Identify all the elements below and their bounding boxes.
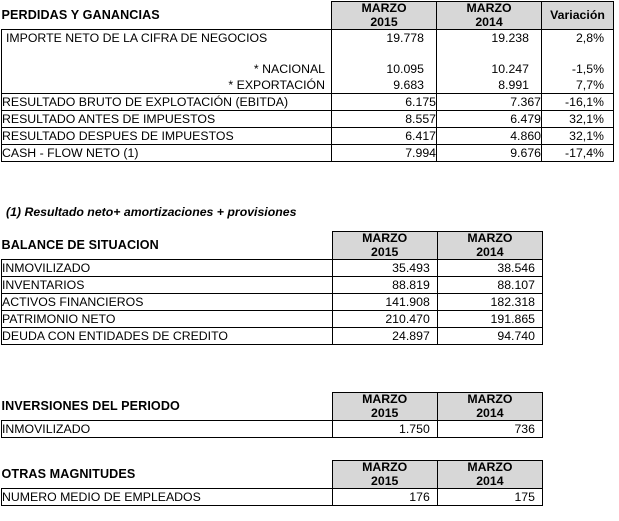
column-header-2015 [332, 232, 437, 260]
column-header-2014-month: MARZO [467, 392, 513, 406]
column-header-2014-month: MARZO [467, 231, 513, 245]
value-patrimonio-neto-2014: 191.865 [437, 311, 542, 328]
row-label-ebitda: RESULTADO BRUTO DE EXPLOTACIÓN (EBITDA) [2, 94, 332, 111]
column-header-2014 [437, 2, 542, 30]
column-header-2014 [437, 393, 542, 421]
table-row [2, 489, 543, 506]
value-inmovilizado-2015: 1.750 [332, 421, 437, 438]
value-ebitda-2014: 7.367 [437, 94, 542, 111]
variacion-exportacion: 7,7% [575, 78, 604, 92]
net-revenue-values-2014 [437, 30, 542, 94]
row-label-cash-flow-neto: CASH - FLOW NETO (1) [2, 145, 332, 162]
value-inmovilizado-2014: 736 [437, 421, 542, 438]
column-header-2014-month: MARZO [466, 1, 512, 15]
row-label-numero-medio-empleados: NUMERO MEDIO DE EMPLEADOS [2, 489, 333, 506]
column-header-2014-year: 2014 [475, 14, 503, 29]
footnote [6, 203, 296, 221]
value-importe-neto-2014: 19.238 [491, 31, 529, 45]
spacer [2, 46, 331, 61]
value-deuda-entidades-credito-2014: 94.740 [437, 328, 542, 345]
value-numero-medio-empleados-2015: 176 [332, 489, 437, 506]
row-label-inmovilizado: INMOVILIZADO [2, 421, 333, 438]
row-label-inventarios: INVENTARIOS [2, 277, 333, 294]
profit-and-loss-table [1, 1, 614, 162]
value-importe-neto-2015: 19.778 [386, 31, 424, 45]
value-activos-financieros-2014: 182.318 [437, 294, 542, 311]
row-label-deuda-entidades-credito: DEUDA CON ENTIDADES DE CREDITO [2, 328, 333, 345]
value-inmovilizado-2015: 35.493 [332, 260, 437, 277]
profit-and-loss-title: PERDIDAS Y GANANCIAS [1, 8, 160, 23]
spacer [332, 46, 436, 61]
value-numero-medio-empleados-2014: 175 [437, 489, 542, 506]
investments-table [1, 392, 543, 438]
column-header-2014-year: 2014 [476, 405, 504, 420]
variacion-nacional: -1,5% [571, 62, 604, 76]
net-revenue-label-block [2, 30, 332, 94]
value-resultado-antes-impuestos-2015: 8.557 [332, 111, 437, 128]
column-header-2015-month: MARZO [361, 1, 407, 15]
value-inventarios-2015: 88.819 [332, 277, 437, 294]
table-header-row [2, 461, 543, 489]
column-header-2015-month: MARZO [362, 231, 408, 245]
table-row [2, 30, 614, 94]
column-header-2015-month: MARZO [362, 392, 408, 406]
column-header-2015 [332, 2, 437, 30]
column-header-2015-month: MARZO [362, 460, 408, 474]
table-header-row [2, 232, 543, 260]
table-row [2, 94, 614, 111]
table-row [2, 311, 543, 328]
table-row [2, 421, 543, 438]
row-label-inmovilizado: INMOVILIZADO [2, 260, 333, 277]
spacer [437, 46, 541, 61]
table-row [2, 277, 543, 294]
value-resultado-despues-impuestos-2014: 4.860 [437, 128, 542, 145]
variacion-resultado-antes-impuestos: 32,1% [542, 111, 614, 128]
variacion-resultado-despues-impuestos: 32,1% [542, 128, 614, 145]
column-header-2015 [332, 393, 437, 421]
column-header-2014-month: MARZO [467, 460, 513, 474]
value-patrimonio-neto-2015: 210.470 [332, 311, 437, 328]
column-header-2015-year: 2015 [371, 473, 399, 488]
value-inmovilizado-2014: 38.546 [437, 260, 542, 277]
column-header-2014-year: 2014 [476, 473, 504, 488]
value-cash-flow-neto-2015: 7.994 [332, 145, 437, 162]
value-activos-financieros-2015: 141.908 [332, 294, 437, 311]
row-label-patrimonio-neto: PATRIMONIO NETO [2, 311, 333, 328]
value-nacional-2014: 10.247 [491, 62, 529, 76]
column-header-2014 [437, 461, 542, 489]
column-header-variacion [542, 2, 614, 30]
row-label-resultado-antes-impuestos: RESULTADO ANTES DE IMPUESTOS [2, 111, 332, 128]
table-row [2, 111, 614, 128]
value-exportacion-2014: 8.991 [498, 78, 529, 92]
column-header-variacion-label: Variación [550, 7, 605, 22]
table-row [2, 260, 543, 277]
table-row [2, 145, 614, 162]
value-resultado-despues-impuestos-2015: 6.417 [332, 128, 437, 145]
other-metrics-title: OTRAS MAGNITUDES [1, 467, 136, 482]
column-header-2015-year: 2015 [371, 244, 399, 259]
value-exportacion-2015: 9.683 [393, 78, 424, 92]
net-revenue-variacion [542, 30, 614, 94]
table-header-row [2, 393, 543, 421]
column-header-2015-year: 2015 [371, 405, 399, 420]
row-label-exportacion: * EXPORTACIÓN [228, 78, 325, 92]
column-header-2015 [332, 461, 437, 489]
table-row [2, 128, 614, 145]
row-label-nacional: * NACIONAL [253, 62, 325, 76]
table-header-row [2, 2, 614, 30]
value-ebitda-2015: 6.175 [332, 94, 437, 111]
footnote-text: (1) Resultado neto+ amortizaciones + provisiones [6, 205, 297, 219]
column-header-2014 [437, 232, 542, 260]
value-nacional-2015: 10.095 [386, 62, 424, 76]
other-metrics-table [1, 460, 543, 506]
spacer [542, 46, 613, 61]
table-row [2, 328, 543, 345]
value-deuda-entidades-credito-2015: 24.897 [332, 328, 437, 345]
balance-sheet-table [1, 231, 543, 345]
investments-title: INVERSIONES DEL PERIODO [1, 399, 180, 414]
value-cash-flow-neto-2014: 9.676 [437, 145, 542, 162]
variacion-importe-neto: 2,8% [575, 31, 604, 45]
value-resultado-antes-impuestos-2014: 6.479 [437, 111, 542, 128]
row-label-importe-neto: IMPORTE NETO DE LA CIFRA DE NEGOCIOS [6, 31, 268, 45]
net-revenue-values-2015 [332, 30, 437, 94]
value-inventarios-2014: 88.107 [437, 277, 542, 294]
balance-sheet-title: BALANCE DE SITUACION [1, 238, 159, 253]
row-label-activos-financieros: ACTIVOS FINANCIEROS [2, 294, 333, 311]
column-header-2015-year: 2015 [370, 14, 398, 29]
column-header-2014-year: 2014 [476, 244, 504, 259]
variacion-ebitda: -16,1% [542, 94, 614, 111]
variacion-cash-flow-neto: -17,4% [542, 145, 614, 162]
row-label-resultado-despues-impuestos: RESULTADO DESPUES DE IMPUESTOS [2, 128, 332, 145]
table-row [2, 294, 543, 311]
